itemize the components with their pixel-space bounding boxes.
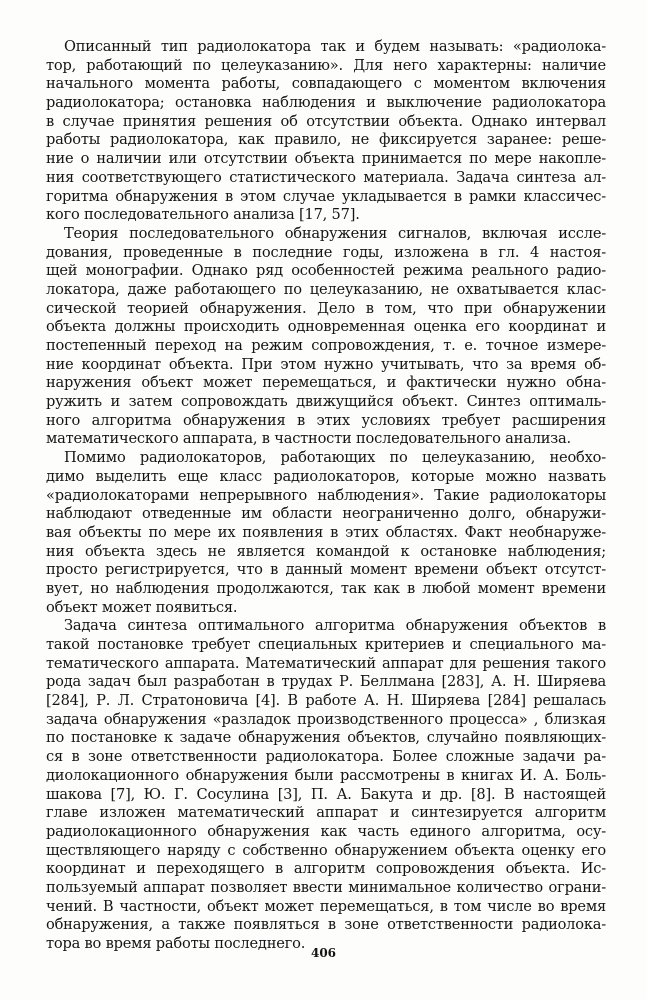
text-line: такой постановке требует специальных критериев и специального ма- [46, 636, 606, 653]
text-line: вая объекты по мере их появления в этих областях. Факт необнаруже- [46, 523, 606, 541]
text-line: «радиолокаторами непрерывного наблюдения». Такие радиолокаторы [46, 486, 606, 504]
text-line: сической теорией обнаружения. Дело в том, что при обнаружении [46, 299, 606, 317]
text-line: ние координат объекта. При этом нужно учитывать, что за время об- [46, 355, 606, 373]
text-line: работы радиолокатора, как правило, не фиксируется заранее: реше- [46, 131, 606, 149]
text-line: ществляющего наряду с собственно обнаружением объекта оценку его [46, 841, 606, 859]
text-line: ного алгоритма обнаружения в этих условиях требует расширения [46, 411, 606, 429]
text-line: дования, проведенные в последние годы, изложена в гл. 4 настоя- [46, 243, 606, 261]
text-line: постепенный переход на режим сопровождения, т. е. точное измере- [46, 337, 606, 354]
text-line: [284], Р. Л. Стратоновича [4]. В работе А. Н. Ширяева [284] решалась [46, 692, 606, 710]
text-line: ние о наличии или отсутствии объекта принимается по мере накопле- [46, 150, 606, 168]
text-line: наружения объект может перемещаться, и фактически нужно обна- [46, 374, 606, 392]
text-line: шакова [7], Ю. Г. Сосулина [3], П. А. Бакута и др. [8]. В настоящей [46, 785, 606, 803]
text-line: щей монографии. Однако ряд особенностей режима реального радио- [46, 262, 606, 280]
text-line: диолокационного обнаружения были рассмотрены в книгах И. А. Боль- [46, 766, 606, 784]
text-line: вует, но наблюдения продолжаются, так как в любой момент времени [46, 579, 606, 597]
paragraph [46, 38, 606, 225]
text-line: горитма обнаружения в этом случае укладывается в рамки классичес- [46, 187, 606, 205]
text-line: ружить и затем сопровождать движущийся объект. Синтез оптималь- [46, 393, 606, 411]
text-line: кого последовательного анализа [17, 57]. [46, 206, 360, 224]
paragraph [46, 225, 606, 449]
text-line: тора во время работы последнего. [46, 935, 306, 952]
text-line: наблюдают отведенные им области неограниченно долго, обнаружи- [46, 505, 606, 523]
text-line: Задача синтеза оптимального алгоритма обнаружения объектов в [64, 617, 606, 635]
text-line: ния соответствующего статистического материала. Задача синтеза ал- [46, 168, 606, 186]
text-line: Описанный тип радиолокатора так и будем называть: «радиолока- [64, 38, 606, 55]
text-line: радиолокационного обнаружения как часть единого алгоритма, осу- [46, 822, 606, 840]
text-line: Помимо радиолокаторов, работающих по целеуказанию, необхо- [64, 449, 606, 467]
text-line: рода задач был разработан в трудах Р. Беллмана [283], А. Н. Ширяева [46, 673, 606, 691]
paragraph [46, 449, 606, 617]
text-line: объект может появиться. [46, 598, 238, 616]
text-line: математического аппарата, в частности последовательного анализа. [46, 430, 571, 448]
text-line: ния объекта здесь не является командой к остановке наблюдения; [46, 542, 606, 560]
text-line: главе изложен математический аппарат и синтезируется алгоритм [46, 804, 606, 822]
text-line: просто регистрируется, что в данный момент времени объект отсутст- [46, 561, 606, 579]
text-line: координат и переходящего в алгоритм сопровождения объекта. Ис- [46, 860, 606, 878]
text-line: пользуемый аппарат позволяет ввести минимальное количество ограни- [46, 878, 606, 896]
text-line: ся в зоне ответственности радиолокатора. Более сложные задачи ра- [46, 748, 606, 766]
text-line: по постановке к задаче обнаружения объектов, случайно появляющих- [46, 729, 606, 747]
body-text [46, 38, 606, 954]
text-line: локатора, даже работающего по целеуказанию, не охватывается клас- [46, 280, 606, 298]
text-line: чений. В частности, объект может перемещаться, в том числе во время [46, 897, 606, 915]
text-line: тематического аппарата. Математический аппарат для решения такого [46, 654, 606, 672]
text-line: димо выделить еще класс радиолокаторов, которые можно назвать [46, 467, 606, 485]
text-line: начального момента работы, совпадающего с моментом включения [46, 75, 606, 93]
text-line: Теория последовательного обнаружения сигналов, включая иссле- [64, 224, 606, 242]
text-line: объекта должны происходить одновременная оценка его координат и [46, 318, 606, 336]
text-line: радиолокатора; остановка наблюдения и выключение радиолокатора [46, 94, 606, 112]
page-number: 406 [310, 946, 337, 960]
paragraph [46, 617, 606, 953]
text-line: обнаружения, а также появляться в зоне ответственности радиолока- [46, 916, 606, 934]
text-line: в случае принятия решения об отсутствии объекта. Однако интервал [46, 112, 606, 130]
text-line: задача обнаружения «разладок производственного процесса» , близкая [46, 710, 606, 728]
text-line: тор, работающий по целеуказанию». Для него характерны: наличие [46, 56, 606, 74]
